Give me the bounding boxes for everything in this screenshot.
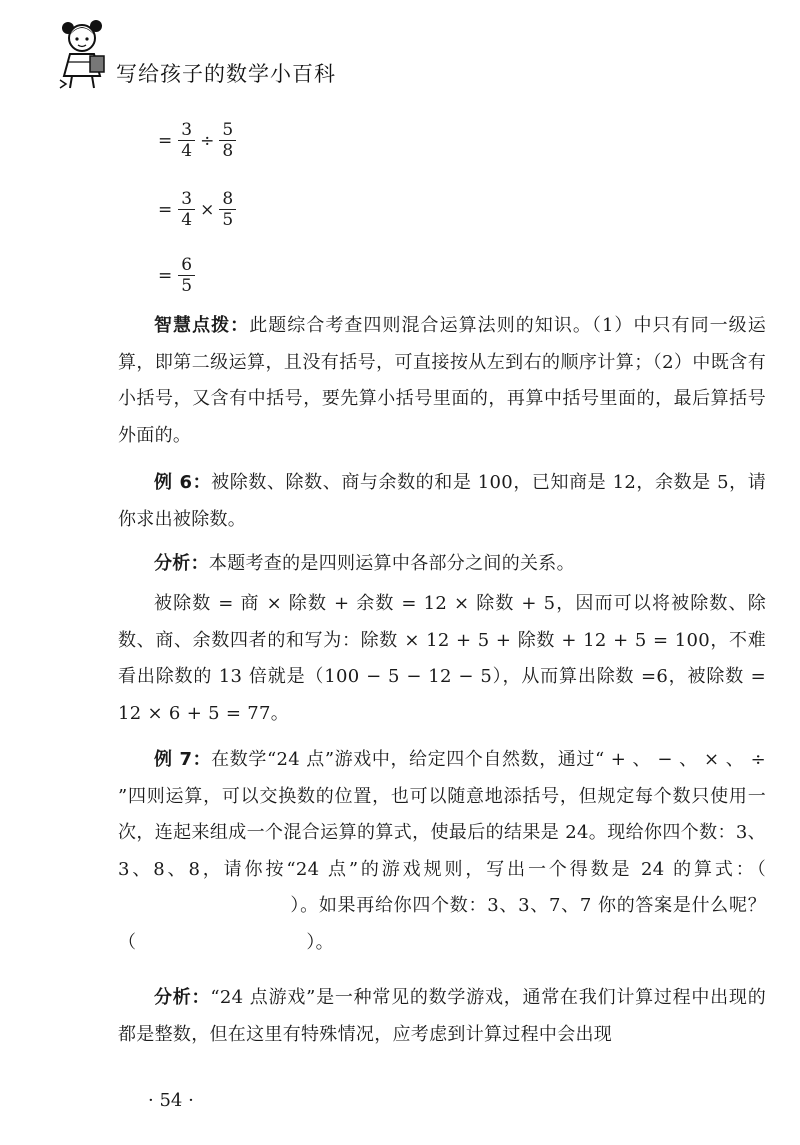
- equation-line-2: [158, 189, 238, 230]
- equals-sign: =: [158, 130, 173, 151]
- equation-line-3: [158, 255, 197, 296]
- numerator: 5: [222, 120, 234, 140]
- page-number: · 54 ·: [148, 1090, 194, 1111]
- tip-text: 此题综合考查四则混合运算法则的知识。（1）中只有同一级运算，即第二级运算，且没有括号，可直接按从左到右的顺序计算；（2）中既含有小括号，又含有中括号，要先算小括号里面的，再算中括号里面的，最后算括号外面的。: [118, 315, 766, 446]
- fraction: [219, 189, 236, 230]
- analysis6-text: 本题考查的是四则运算中各部分之间的关系。: [208, 553, 575, 574]
- tip-label: 智慧点拨：: [154, 315, 250, 336]
- page-header: [56, 14, 756, 94]
- equals-sign: =: [158, 199, 173, 220]
- analysis7-paragraph: [118, 980, 766, 1053]
- fraction: [178, 255, 195, 296]
- example6-paragraph: [118, 465, 766, 538]
- denominator: 4: [178, 209, 195, 230]
- numerator: 6: [181, 255, 193, 275]
- book-title: 写给孩子的数学小百科: [116, 62, 336, 86]
- denominator: 4: [178, 140, 195, 161]
- example7-text-c: ）。: [306, 931, 334, 953]
- operator: ÷: [200, 130, 215, 151]
- analysis7-text: “24 点游戏”是一种常见的数学游戏，通常在我们计算过程中出现的都是整数，但在这里有特殊情况，应考虑到计算过程中会出现: [118, 987, 766, 1045]
- tip-paragraph: [118, 308, 766, 454]
- example7-text-b: ）。如果再给你四个数：3、3、7、7 你的答案是什么呢？（: [118, 895, 766, 953]
- denominator: 5: [178, 275, 195, 296]
- fraction: [178, 189, 195, 230]
- operator: ×: [200, 199, 215, 220]
- analysis6-paragraph: [118, 546, 766, 583]
- fraction: [219, 120, 236, 161]
- analysis7-label: 分析：: [154, 987, 211, 1008]
- numerator: 8: [222, 189, 234, 209]
- analysis6-label: 分析：: [154, 553, 209, 574]
- equals-sign: =: [158, 265, 173, 286]
- numerator: 3: [181, 120, 193, 140]
- example7-paragraph: [118, 742, 766, 961]
- numerator: 3: [181, 189, 193, 209]
- fraction: [178, 120, 195, 161]
- equation-line-1: [158, 120, 238, 161]
- example6-text: 被除数、除数、商与余数的和是 100，已知商是 12，余数是 5，请你求出被除数。: [118, 472, 767, 530]
- girl-reading-icon: [56, 14, 110, 90]
- denominator: 8: [219, 140, 236, 161]
- analysis6-detail: 被除数 = 商 × 除数 + 余数 = 12 × 除数 + 5，因而可以将被除数、除数、商、余数四者的和写为：除数 × 12 + 5 + 除数 + 12 + 5 = 100，不难看出除数的 13 倍就是（100 − 5 − 12 − 5），从而算出除数 =6，被除数 = 12 × 6 + 5 = 77。: [118, 593, 766, 724]
- denominator: 5: [219, 209, 236, 230]
- example7-label: 例 7：: [154, 749, 212, 770]
- example7-text-a: 在数学“24 点”游戏中，给定四个自然数，通过“ + 、 − 、 × 、 ÷ ”四则运算，可以交换数的位置，也可以随意地添括号，但规定每个数只使用一次，连起来组成一个混合运算的算式，使最后的结果是 24。现给你四个数：3、3、8、8，请你按“24 点”的游戏规则，写出一个得数是 24 的算式：（: [118, 749, 766, 880]
- example6-label: 例 6：: [154, 472, 212, 493]
